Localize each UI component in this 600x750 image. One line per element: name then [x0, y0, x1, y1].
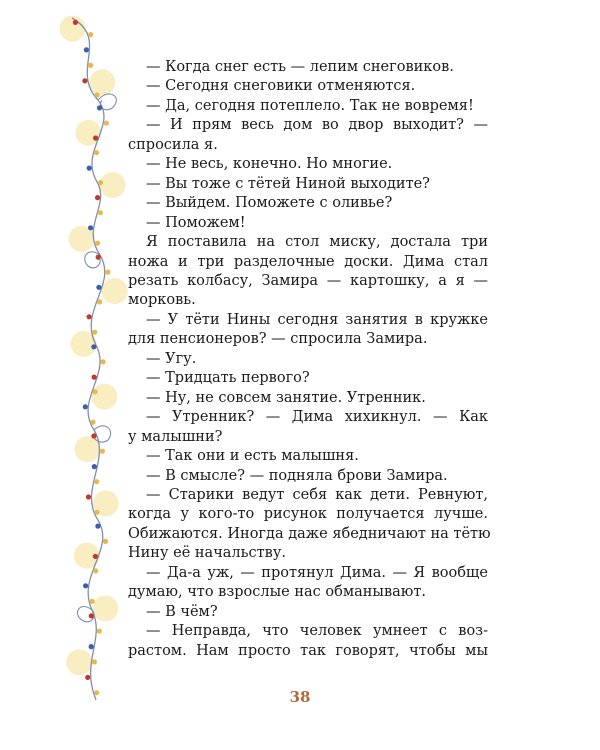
text-line: — Старики ведут себя как дети. Ревнуют, [146, 486, 488, 503]
text-line: — Поможем! [146, 214, 246, 231]
text-line: — Тридцать первого? [146, 370, 310, 387]
text-line: — Вы тоже с тётей Ниной выходите? [146, 175, 430, 192]
garland-bead [96, 285, 101, 290]
garland-bead [93, 135, 98, 140]
text-line: резать колбасу, Замира — картошку, а я — [128, 272, 488, 289]
garland-bead [91, 433, 96, 438]
garland-bead [94, 92, 99, 97]
text-line: когда у кого-то рисунок получается лучше. [128, 506, 488, 523]
text-line: — Да, сегодня потеплело. Так не вовремя! [146, 97, 474, 114]
garland-glow [102, 278, 128, 304]
garland-bead [92, 464, 97, 469]
garland-bead [92, 389, 97, 394]
garland-bead [89, 644, 94, 649]
text-line: — Неправда, что человек умнеет с воз- [146, 623, 488, 640]
garland-glow [92, 596, 118, 622]
garland-bead [100, 449, 105, 454]
garland-bead [93, 554, 98, 559]
garland-bead [93, 568, 98, 573]
garland-glow [91, 384, 117, 410]
text-line: ножа и три разделочные доски. Дима стал [128, 253, 488, 270]
garland-bead [83, 583, 88, 588]
text-line: у малышни? [128, 428, 223, 445]
garland-bead [97, 105, 102, 110]
garland-bead [90, 599, 95, 604]
text-line: — Когда снег есть — лепим снеговиков. [146, 59, 454, 75]
garland-glow [66, 649, 92, 675]
garland-bead [105, 270, 110, 275]
garland-bead [98, 210, 103, 215]
garland-bead [97, 299, 102, 304]
garland-bead [94, 150, 99, 155]
page-number: 38 [289, 688, 311, 706]
garland-bead [83, 404, 88, 409]
text-line: для пенсионеров? — спросила Замира. [128, 331, 428, 348]
text-line: думаю, что взрослые нас обманывают. [128, 584, 427, 601]
text-line: — Не весь, конечно. Но многие. [146, 156, 393, 173]
text-line: — Ну, не совсем занятие. Утренник. [146, 389, 426, 406]
garland-bead [92, 375, 97, 380]
garland-bead [87, 314, 92, 319]
text-line: спросила я. [128, 136, 218, 153]
garland-bead [95, 241, 100, 246]
garland-bead [73, 20, 78, 25]
garland-bead [87, 166, 92, 171]
text-line: — Выйдем. Поможете с оливье? [146, 195, 393, 212]
text-line: Я поставила на стол миску, достала три [146, 234, 488, 251]
garland-bead [88, 63, 93, 68]
garland-bead [89, 613, 94, 618]
garland-glow [89, 69, 115, 95]
story-text [128, 58, 491, 661]
text-line: — Да-а уж, — протянул Дима. — Я вообще [146, 564, 488, 581]
garland-bead [82, 78, 87, 83]
garland-bead [98, 180, 103, 185]
text-line: морковь. [128, 292, 196, 309]
garland-bead [92, 659, 97, 664]
garland-bead [95, 524, 100, 529]
text-line: — Угу. [146, 350, 197, 367]
text-line: растом. Нам просто так говорят, чтобы мы [128, 642, 488, 659]
garland-bead [96, 255, 101, 260]
garland-curl [85, 252, 100, 268]
garland-bead [88, 225, 93, 230]
garland-bead [95, 195, 100, 200]
text-line: Обижаются. Иногда даже ябедничают на тётю [128, 525, 491, 542]
garland-glow [60, 16, 86, 42]
garland-bead [103, 539, 108, 544]
text-line: — У тёти Нины сегодня занятия в кружке [146, 311, 488, 328]
text-line: — В смысле? — подняла брови Замира. [146, 467, 448, 484]
garland-bead [94, 479, 99, 484]
garland-bead [104, 121, 109, 126]
garland-bead [100, 359, 105, 364]
text-line: — В чём? [146, 603, 218, 620]
garland-bead [94, 510, 99, 515]
text-line: — И прям весь дом во двор выходит? — [146, 117, 488, 134]
garland-bead [84, 47, 89, 52]
text-line: — Сегодня снеговики отменяются. [146, 78, 416, 95]
garland-bead [86, 494, 91, 499]
garland-bead [97, 629, 102, 634]
text-line: — Так они и есть малышня. [146, 448, 359, 465]
text-line: Нину её начальству. [128, 545, 286, 562]
garland-bead [85, 675, 90, 680]
garland-bead [88, 32, 93, 37]
garland-bead [90, 420, 95, 425]
garland-bead [92, 330, 97, 335]
text-line: — Утренник? — Дима хихикнул. — Как [146, 409, 488, 426]
garland-glow [100, 172, 126, 198]
garland-bead [91, 344, 96, 349]
